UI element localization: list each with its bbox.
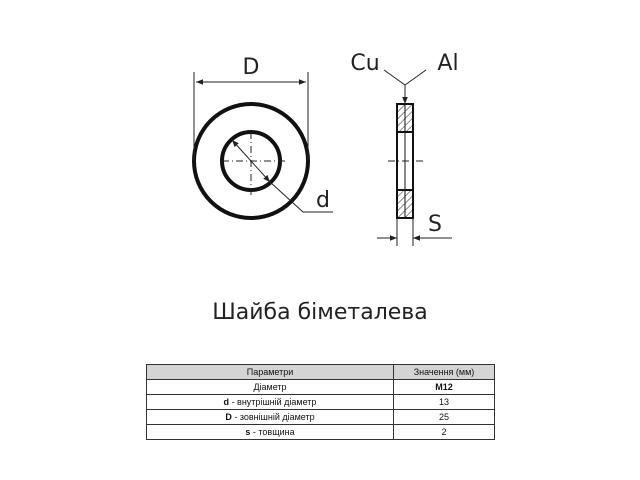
- row-value: M12: [394, 380, 495, 395]
- washer-side-view: [350, 51, 458, 246]
- label-s: S: [428, 212, 442, 237]
- table-row: [147, 380, 495, 395]
- hatch-top: [397, 104, 413, 132]
- header-parameters: Параметри: [147, 365, 394, 380]
- row-label: [147, 380, 394, 395]
- page-title: Шайба біметалева: [212, 300, 428, 325]
- leader-cu: [384, 70, 405, 85]
- table-row: [147, 395, 495, 410]
- row-label: [147, 395, 394, 410]
- hatch-bottom: [397, 190, 413, 218]
- spec-table: [146, 364, 495, 440]
- header-values: Значення (мм): [394, 365, 495, 380]
- label-al: Al: [437, 51, 459, 76]
- row-value: 25: [394, 410, 495, 425]
- washer-front-view: [194, 55, 333, 218]
- table-header-row: [147, 365, 495, 380]
- row-label: [147, 425, 394, 440]
- row-key: d: [223, 397, 230, 407]
- leader-al: [405, 70, 426, 85]
- row-label: [147, 410, 394, 425]
- row-value: 2: [394, 425, 495, 440]
- row-label-text: Діаметр: [253, 382, 287, 392]
- label-D: D: [242, 55, 260, 80]
- row-key: D: [225, 412, 232, 422]
- row-label-text: - внутрішній діаметр: [231, 397, 317, 407]
- label-d: d: [316, 188, 330, 213]
- table-row: [147, 425, 495, 440]
- row-label-text: - зовнішній діаметр: [234, 412, 315, 422]
- row-key: s: [245, 427, 251, 437]
- label-cu: Cu: [350, 51, 380, 76]
- row-label-text: - товщина: [252, 427, 295, 437]
- table-row: [147, 410, 495, 425]
- row-value: 13: [394, 395, 495, 410]
